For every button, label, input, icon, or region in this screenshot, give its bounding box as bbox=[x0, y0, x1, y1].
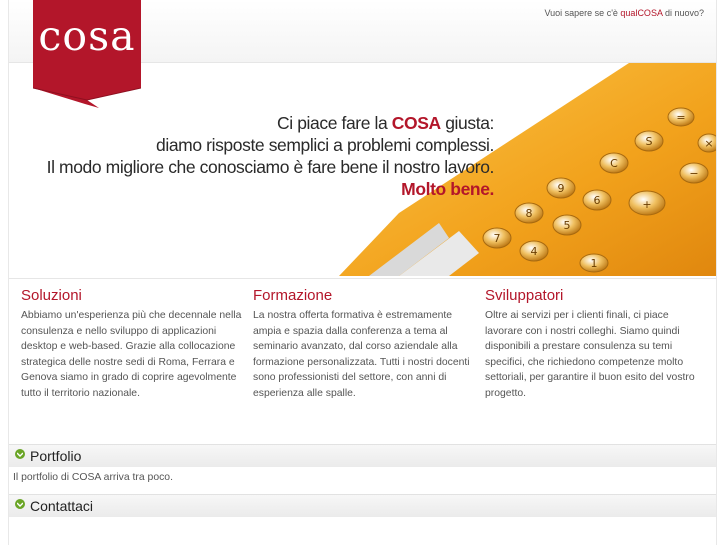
svg-text:1: 1 bbox=[590, 257, 598, 270]
slogan-line-1: Ci piace fare la COSA giusta: bbox=[277, 113, 494, 133]
slogan-line-3: Il modo migliore che conosciamo è fare bene il nostro lavoro. bbox=[46, 157, 494, 177]
check-circle-icon bbox=[15, 449, 25, 459]
services-columns bbox=[9, 278, 716, 441]
news-question[interactable] bbox=[544, 8, 704, 18]
column-title: Formazione bbox=[253, 287, 333, 304]
check-circle-icon bbox=[15, 499, 25, 509]
news-question-suffix: di nuovo? bbox=[662, 8, 704, 18]
hero-slogan bbox=[47, 112, 494, 200]
svg-text:7: 7 bbox=[493, 232, 501, 245]
portfolio-text: Il portfolio di COSA arriva tra poco. bbox=[13, 472, 173, 483]
news-question-prefix: Vuoi sapere se c'è bbox=[544, 8, 621, 18]
svg-text:=: = bbox=[676, 111, 686, 124]
column-title: Sviluppatori bbox=[485, 287, 564, 304]
svg-text:6: 6 bbox=[593, 194, 601, 207]
column-title: Soluzioni bbox=[21, 287, 82, 304]
logo-wordmark: cosa bbox=[38, 12, 136, 60]
column-formazione bbox=[253, 287, 475, 401]
svg-text:C: C bbox=[610, 157, 618, 170]
svg-text:×: × bbox=[704, 137, 714, 150]
cosa-logo[interactable] bbox=[33, 0, 141, 108]
contact-title: Contattaci bbox=[30, 498, 94, 514]
slogan-line-2: diamo risposte semplici a problemi complessi. bbox=[156, 135, 494, 155]
column-sviluppatori bbox=[485, 287, 707, 401]
column-text: La nostra offerta formativa è estremamente ampia e spazia dalla conferenza a tema al seminario avanzato, dal corso aziendale alla formazione personalizzata. Tutti i nostri docenti sono professionisti del settore, con anni di esperienza alle spalle. bbox=[253, 310, 470, 399]
column-text: Oltre ai servizi per i clienti finali, ci piace lavorare con i nostri colleghi. Siamo quindi disponibili a prestare consulenza su temi specifici, che richiedono competenze molto settoriali, per garantire il buon esito del vostro progetto. bbox=[485, 310, 695, 399]
contact-section-header[interactable] bbox=[9, 494, 716, 517]
svg-text:8: 8 bbox=[525, 207, 533, 220]
svg-text:S: S bbox=[645, 135, 653, 148]
column-text: Abbiamo un'esperienza più che decennale nella consulenza e nello sviluppo di applicazioni desktop e web-based. Grazie alla collocazione strategica delle nostre sedi di Roma, Ferrara e Genova siamo in grado di coprire agevolmente tutto il territorio nazionale. bbox=[21, 310, 242, 399]
svg-text:−: − bbox=[689, 167, 699, 180]
portfolio-section-header[interactable] bbox=[9, 444, 716, 467]
news-question-accent[interactable]: qualCOSA bbox=[620, 8, 663, 18]
portfolio-title: Portfolio bbox=[30, 448, 82, 464]
svg-text:+: + bbox=[642, 198, 652, 211]
svg-text:9: 9 bbox=[557, 182, 565, 195]
slogan-line-4: Molto bene. bbox=[401, 179, 494, 199]
column-soluzioni bbox=[21, 287, 243, 401]
svg-text:5: 5 bbox=[563, 219, 571, 232]
svg-text:4: 4 bbox=[530, 245, 538, 258]
